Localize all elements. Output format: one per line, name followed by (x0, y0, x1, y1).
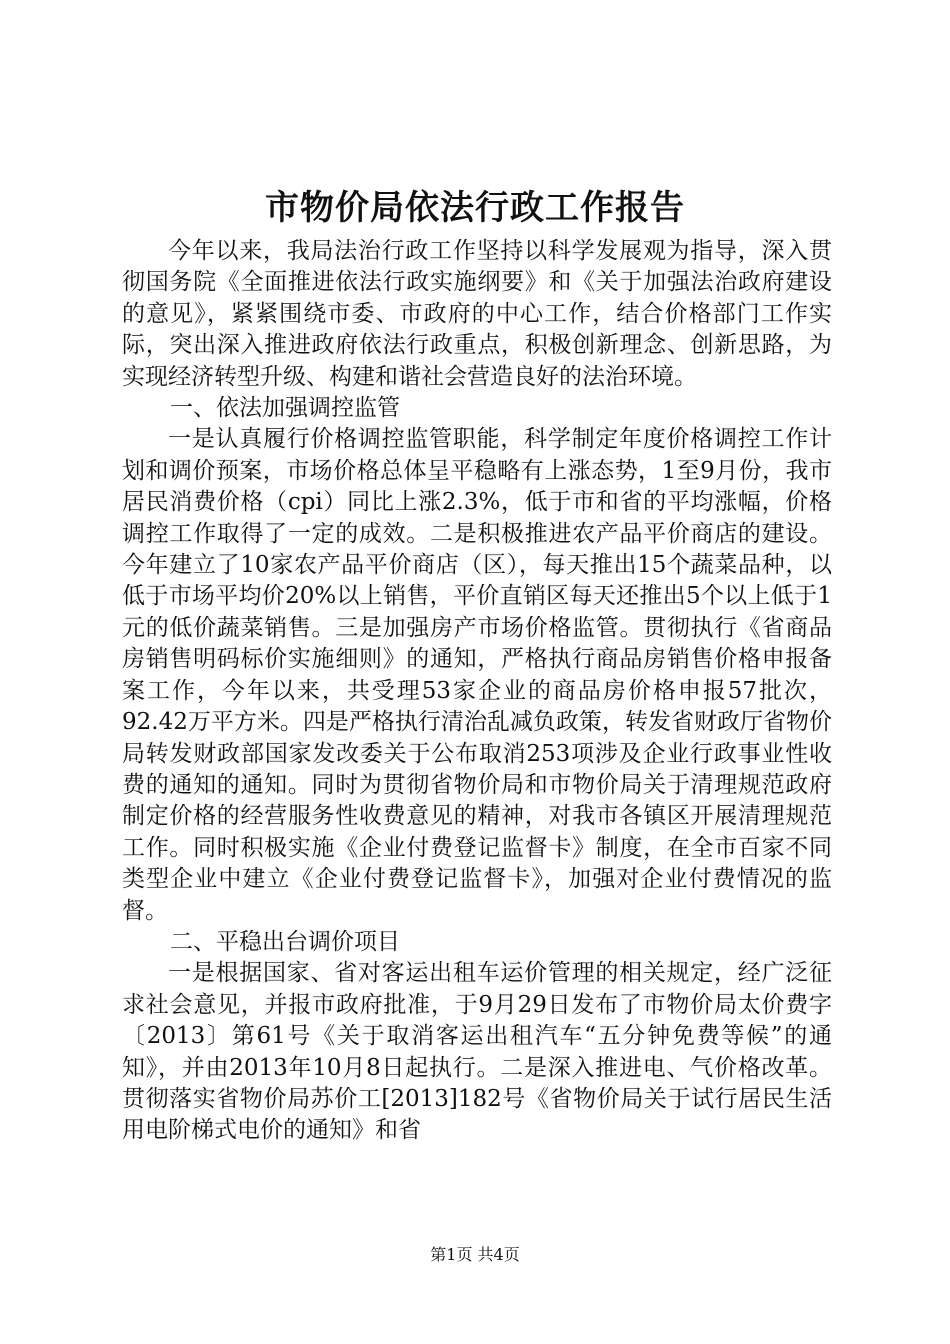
section-1-paragraph: 一是认真履行价格调控监管职能，科学制定年度价格调控工作计划和调价预案，市场价格总体呈平稳略有上涨态势，1至9月份，我市居民消费价格（cpi）同比上涨2.3%，低于市和省的平均涨幅，价格调控工作取得了一定的成效。二是积极推进农产品平价商店的建设。今年建立了10家农产品平价商店（区），每天推出15个蔬菜品种，以低于市场平均价20%以上销售，平价直销区每天还推出5个以上低于1元的低价蔬菜销售。三是加强房产市场价格监管。贯彻执行《省商品房销售明码标价实施细则》的通知，严格执行商品房销售价格申报备案工作，今年以来，共受理53家企业的商品房价格申报57批次，92.42万平方米。四是严格执行清治乱减负政策，转发省财政厅省物价局转发财政部国家发改委关于公布取消253项涉及企业行政事业性收费的通知的通知。同时为贯彻省物价局和市物价局关于清理规范政府制定价格的经营服务性收费意见的精神，对我市各镇区开展清理规范工作。同时积极实施《企业付费登记监督卡》制度，在全市百家不同类型企业中建立《企业付费登记监督卡》，加强对企业付费情况的监督。 (122, 426, 832, 924)
document-body (122, 236, 832, 1147)
document-title: 市物价局依法行政工作报告 (265, 188, 685, 228)
intro-paragraph: 今年以来，我局法治行政工作坚持以科学发展观为指导，深入贯彻国务院《全面推进依法行政实施纲要》和《关于加强法治政府建设的意见》，紧紧围绕市委、市政府的中心工作，结合价格部门工作实际，突出深入推进政府依法行政重点，积极创新理念、创新思路，为实现经济转型升级、构建和谐社会营造良好的法治环境。 (122, 238, 832, 390)
section-heading-1: 一、依法加强调控监管 (170, 395, 400, 422)
section-heading-2: 二、平稳出台调价项目 (170, 928, 400, 955)
page-footer: 第1页 共4页 (430, 1245, 520, 1264)
section-2-paragraph: 一是根据国家、省对客运出租车运价管理的相关规定，经广泛征求社会意见，并报市政府批准，于9月29日发布了市物价局太价费字〔2013〕第61号《关于取消客运出租汽车“五分钟免费等候”的通知》，并由2013年10月8日起执行。二是深入推进电、气价格改革。贯彻落实省物价局苏价工[2013]182号《省物价局关于试行居民生活用电阶梯式电价的通知》和省 (122, 960, 832, 1144)
